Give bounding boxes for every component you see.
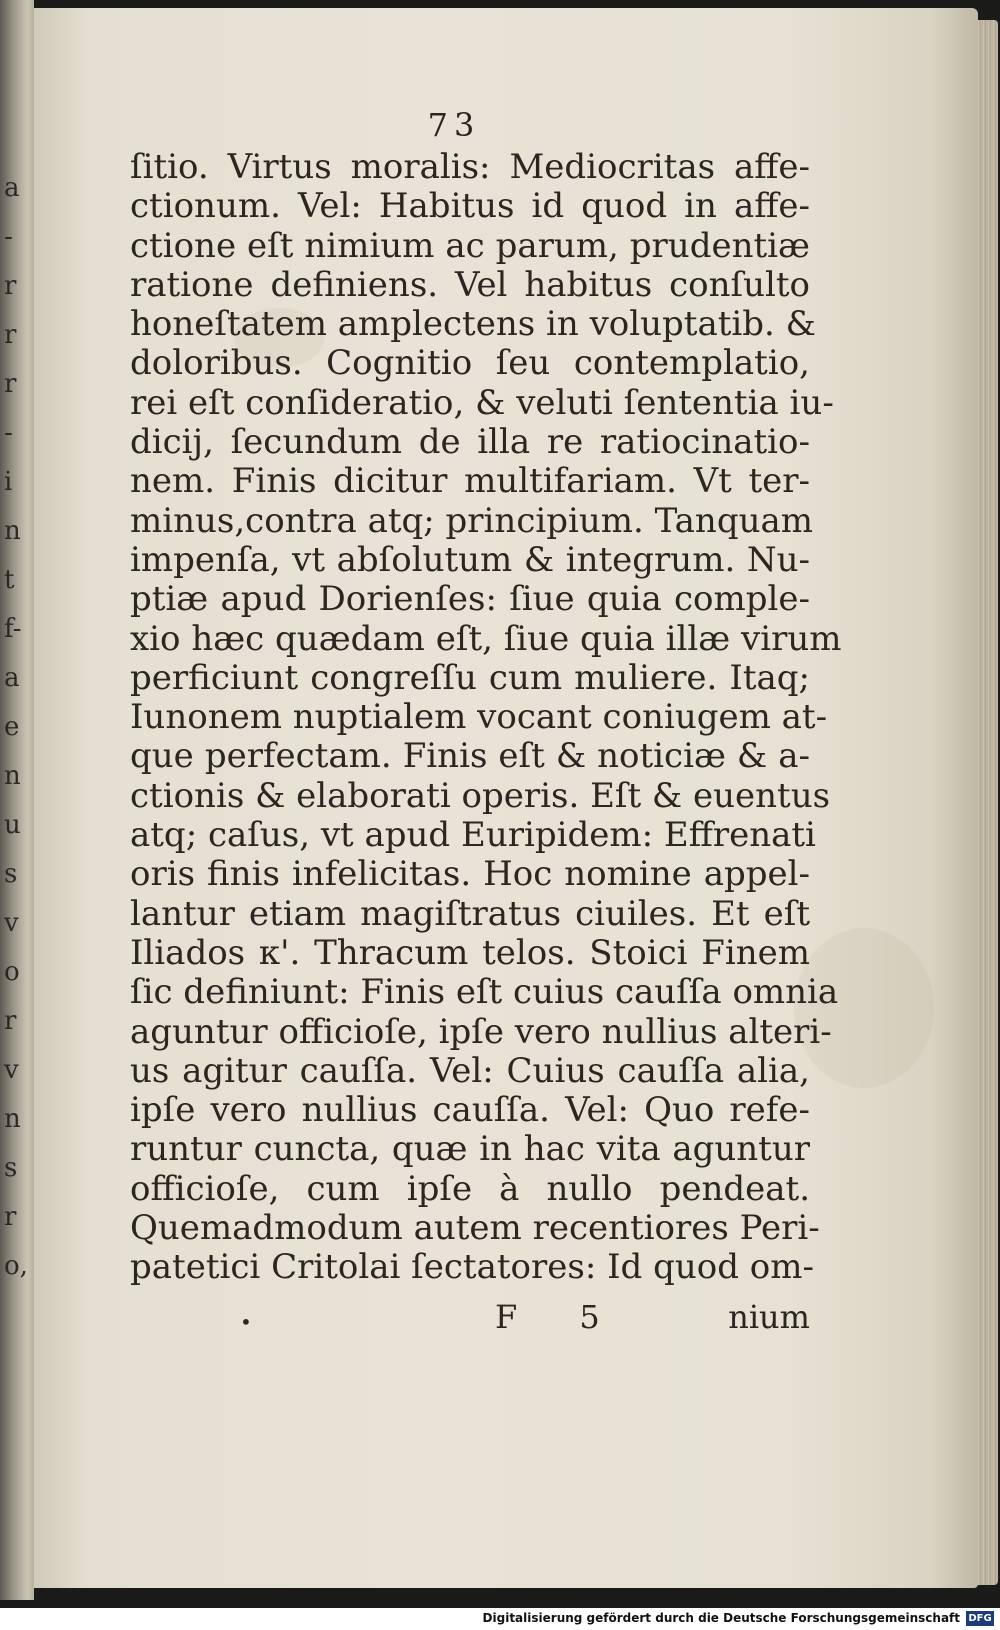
text-line: nem. Finis dicitur multifariam. Vt ter- xyxy=(130,461,810,502)
text-line: rei eſt conſideratio, & veluti ſententia iu- xyxy=(130,382,834,423)
previous-page-fragment: o, xyxy=(4,1251,28,1281)
text-line: ptiæ apud Dorienſes: ſiue quia comple- xyxy=(130,579,810,620)
text-line: oris finis infelicitas. Hoc nomine appel- xyxy=(130,854,810,895)
text-line: ipſe vero nullius cauſſa. Vel: Quo refe- xyxy=(130,1090,810,1131)
previous-page-fragment: n xyxy=(4,1104,21,1134)
previous-page-fragment: e xyxy=(4,712,20,742)
text-line: que perfectam. Finis eſt & noticiæ & a- xyxy=(130,736,810,777)
previous-page-fragment: - xyxy=(4,222,13,252)
dfg-logo: DFG xyxy=(966,1611,994,1626)
previous-page-fragment: u xyxy=(4,810,21,840)
page-text xyxy=(130,147,842,1288)
text-line: us agitur cauſſa. Vel: Cuius cauſſa alia, xyxy=(130,1050,810,1091)
text-line: Iunonem nuptialem vocant coniugem at- xyxy=(130,697,828,738)
page-footer xyxy=(130,1298,810,1338)
text-line: patetici Critolai ſectatores: Id quod om- xyxy=(130,1247,814,1288)
previous-page-fragment: n xyxy=(4,516,21,546)
text-line: minus,contra atq; principium. Tanquam xyxy=(130,500,814,541)
text-line: lantur etiam magiſtratus ciuiles. Et eſt xyxy=(130,893,810,934)
previous-page-fragment: i xyxy=(4,467,13,497)
text-line: Quemadmodum autem recentiores Peri- xyxy=(130,1208,820,1249)
text-line: perficiunt congreſſu cum muliere. Itaq; xyxy=(130,657,810,698)
previous-page-fragment: r xyxy=(4,1202,17,1232)
previous-page-fragment: f- xyxy=(4,614,22,644)
previous-page-fragment: n xyxy=(4,761,21,791)
text-line: xio hæc quædam eſt, ſiue quia illæ virum xyxy=(130,618,842,659)
text-line: dicij, ſecundum de illa re ratiocinatio- xyxy=(130,422,810,463)
previous-page-fragment: - xyxy=(4,418,13,448)
previous-page-fragment: r xyxy=(4,369,17,399)
previous-page-fragment: r xyxy=(4,1006,17,1036)
previous-page-fragment: s xyxy=(4,1153,18,1183)
previous-page-fragment: v xyxy=(4,1055,19,1085)
text-line: ſitio. Virtus moralis: Mediocritas affe- xyxy=(130,147,810,187)
previous-page-fragment: r xyxy=(4,271,17,301)
previous-page-fragment: a xyxy=(4,663,20,693)
digitization-notice: Digitalisierung gefördert durch die Deutsche Forschungsgemeinschaft xyxy=(482,1611,960,1625)
previous-page-fragment: s xyxy=(4,859,18,889)
page-number: 73 xyxy=(427,106,481,144)
text-line: officioſe, cum ipſe à nullo pendeat. xyxy=(130,1168,810,1209)
text-line: doloribus. Cognitio ſeu contemplatio, xyxy=(130,343,810,384)
book-page xyxy=(34,8,978,1588)
text-line: ſic definiunt: Finis eſt cuius cauſſa omnia xyxy=(130,972,839,1013)
previous-page-fragment: a xyxy=(4,173,20,203)
previous-page-fragment: v xyxy=(4,908,19,938)
text-line: runtur cuncta, quæ in hac vita aguntur xyxy=(130,1129,810,1170)
text-line: Iliados κ'. Thracum telos. Stoici Finem xyxy=(130,932,810,973)
previous-page-fragment: r xyxy=(4,320,17,350)
text-line: ctionum. Vel: Habitus id quod in affe- xyxy=(130,186,810,227)
text-line: ctionis & elaborati operis. Eſt & euentus xyxy=(130,775,831,816)
text-line: aguntur officioſe, ipſe vero nullius alteri- xyxy=(130,1011,832,1052)
text-line: honeſtatem amplectens in voluptatib. & xyxy=(130,304,816,345)
text-line: atq; caſus, vt apud Euripidem: Effrenati xyxy=(130,815,816,856)
previous-page-fragment: t xyxy=(4,565,15,595)
footer-mark: • xyxy=(240,1310,252,1334)
previous-page-fragment: o xyxy=(4,957,20,987)
text-line: ratione definiens. Vel habitus conſulto xyxy=(130,264,810,305)
signature-mark: F 5 xyxy=(495,1298,626,1336)
catchword: nium xyxy=(728,1298,810,1336)
previous-page-edge xyxy=(0,0,34,1600)
text-line: ctione eſt nimium ac parum, prudentiæ xyxy=(130,225,810,266)
digitization-bar xyxy=(0,1608,1000,1630)
text-line: impenſa, vt abſolutum & integrum. Nu- xyxy=(130,539,810,580)
